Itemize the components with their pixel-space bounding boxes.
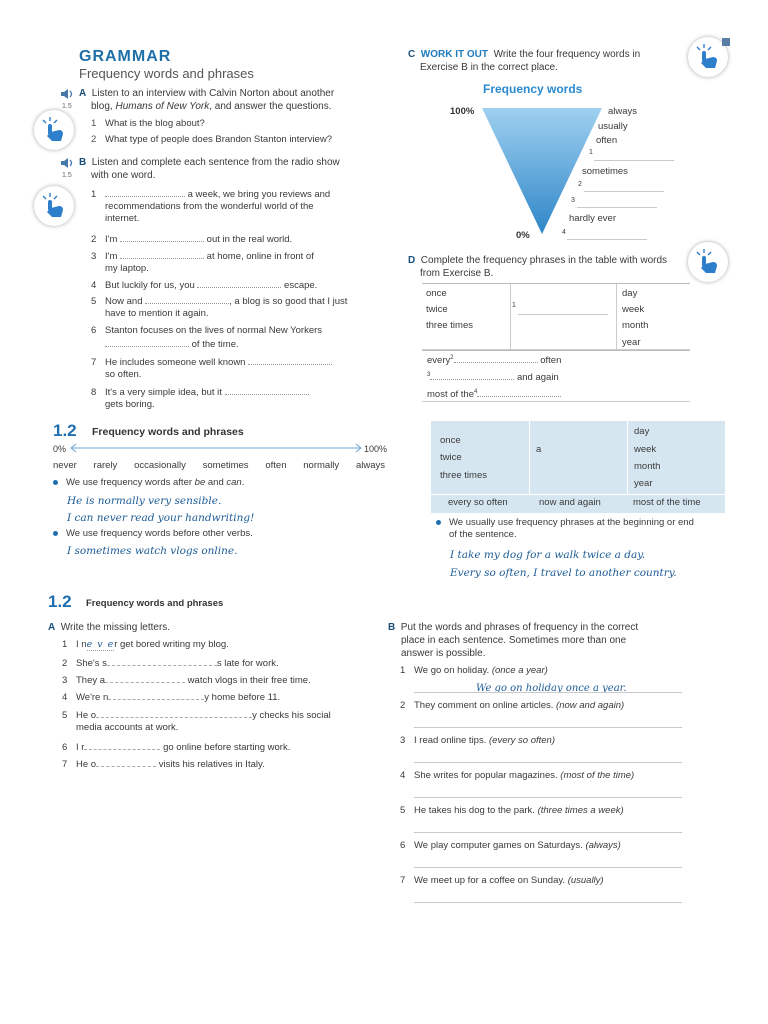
item-hint: (every so often): [489, 735, 555, 746]
scale-word: sometimes: [202, 460, 249, 471]
answer-line[interactable]: [567, 239, 647, 240]
item-hint: (now and again): [556, 700, 625, 711]
list-item: 5 Now and , a blog is so good that I just have to mention it again.: [91, 296, 348, 319]
answer-blank[interactable]: [107, 656, 217, 666]
pct-top-label: 100%: [450, 106, 475, 117]
rule-text: of the sentence.: [449, 529, 517, 540]
divider: [422, 401, 690, 402]
answer-line[interactable]: [414, 797, 682, 798]
slot-number: 4: [562, 229, 566, 236]
table-cell: once: [426, 288, 447, 299]
list-item: 3 I read online tips. (every so often): [400, 735, 555, 746]
section-number: 1.2: [48, 592, 72, 611]
pct-left-label: 0%: [53, 444, 67, 454]
answer-blank[interactable]: [120, 249, 204, 259]
answer-blank[interactable]: [197, 278, 281, 288]
exercise-letter: B: [79, 157, 87, 168]
item-text: He o: [76, 759, 97, 770]
exercise-b-heading: [388, 621, 688, 660]
scale-word: never: [53, 460, 77, 471]
item-text: out in the real world.: [204, 234, 293, 245]
item-text: She writes for popular magazines.: [414, 770, 561, 781]
table-cell: year: [634, 478, 653, 489]
exercise-letter: C: [408, 49, 416, 60]
phrases-table: [431, 421, 725, 513]
question-1: 1 What is the blog about?: [91, 118, 205, 129]
instruction-text: Complete the frequency phrases in the table with words: [420, 255, 668, 266]
rule-bullet: [53, 528, 253, 540]
phrase-row: [427, 352, 561, 367]
table-cell: three times: [426, 320, 473, 331]
item-text: But luckily for us, you: [105, 280, 198, 291]
exercise-a-instructions: [79, 87, 379, 113]
item-text: internet.: [105, 213, 140, 224]
freq-word-often: often: [596, 135, 618, 146]
work-it-out-label: WORK IT OUT: [420, 49, 489, 60]
rule-text: can: [226, 477, 242, 488]
rule-text: and: [205, 477, 227, 488]
phrase-text: most of the: [427, 389, 474, 401]
item-text: They comment on online articles.: [414, 700, 557, 711]
answer-blank[interactable]: [108, 690, 204, 700]
table-cell: month: [634, 461, 661, 472]
freq-word-always: always: [608, 106, 638, 117]
list-item: 1 I ne v er get bored writing my blog.: [62, 639, 229, 650]
list-item: 6 I r go online before starting work.: [62, 742, 291, 753]
list-item: 5 He o y checks his social media accounts at work.: [62, 710, 331, 733]
table-cell: every so often: [448, 497, 508, 508]
answer-line[interactable]: [414, 867, 682, 868]
instruction-text: from Exercise B.: [420, 268, 494, 279]
answer-line[interactable]: [594, 160, 674, 161]
item-hint: (once a year): [491, 665, 548, 676]
instruction-text: Write the four frequency words in: [493, 49, 641, 60]
exercise-a-heading: [48, 621, 170, 634]
answer-blank[interactable]: [105, 187, 185, 197]
section-title: Frequency words and phrases: [92, 426, 244, 438]
instruction-text: Put the words and phrases of frequency in the correct: [400, 622, 639, 633]
scale-word: always: [355, 460, 385, 471]
list-item: 7 He includes someone well known so often.: [91, 355, 332, 381]
list-item: 6 We play computer games on Saturdays. (always): [400, 840, 621, 851]
instruction-text: Listen and complete each sentence from the radio show: [91, 157, 340, 168]
grammar-heading: GRAMMAR: [79, 48, 172, 65]
item-hint: (most of the time): [560, 770, 635, 781]
touch-icon[interactable]: [34, 110, 74, 150]
question-text: What is the blog about?: [105, 118, 205, 129]
table-cell: twice: [440, 452, 462, 463]
instruction-text: Exercise B in the correct place.: [420, 62, 558, 73]
table-cell: three times: [440, 470, 487, 481]
answer-blank[interactable]: [120, 232, 204, 242]
item-text: visits his relatives in Italy.: [156, 759, 265, 770]
item-hint: (three times a week): [537, 805, 624, 816]
list-item: 7 We meet up for a coffee on Sunday. (usually): [400, 875, 604, 886]
table-cell: week: [634, 444, 657, 455]
list-item: 2 She's s s late for work.: [62, 658, 279, 669]
slot-number: 1: [512, 302, 516, 309]
exercise-letter: A: [48, 622, 56, 633]
item-text: , a blog is so good that I just: [229, 296, 348, 307]
list-item: 4 But luckily for us, you escape.: [91, 280, 318, 291]
exercise-letter: A: [79, 88, 87, 99]
exercise-letter: D: [408, 255, 416, 266]
slot-number: 2: [578, 181, 582, 188]
item-text: He includes someone well known: [105, 357, 249, 368]
item-text: watch vlogs in their free time.: [185, 675, 311, 686]
instruction-text: place in each sentence. Sometimes more than one: [401, 635, 627, 646]
exercise-d-instructions: [408, 254, 698, 280]
example-sentence: Every so often, I travel to another country.: [450, 567, 677, 579]
phrase-row: [427, 369, 559, 384]
rule-text: We usually use frequency phrases at the beginning or end: [449, 517, 694, 528]
freq-word-hardly-ever: hardly ever: [569, 213, 616, 224]
freq-word-usually: usually: [598, 121, 628, 132]
list-item: 2 They comment on online articles. (now and again): [400, 700, 625, 711]
answer-line[interactable]: [518, 314, 608, 315]
item-text: He o: [76, 710, 97, 721]
answer-blank[interactable]: [248, 355, 332, 365]
grammar-subheading: Frequency words and phrases: [79, 66, 254, 81]
answer-blank[interactable]: [84, 740, 160, 750]
phrase-row: [427, 386, 561, 401]
frequency-scale: [53, 460, 385, 472]
list-item: 3 I'm at home, online in front of my laptop.: [91, 251, 314, 274]
track-number: 1.5: [62, 103, 72, 110]
slot-number: 3: [571, 197, 575, 204]
slot-number: 4: [474, 389, 478, 395]
instruction-text: , and answer the questions.: [209, 101, 332, 112]
question-text: What type of people does Brandon Stanton interview?: [105, 134, 333, 145]
item-text: a week, we bring you reviews and: [185, 189, 331, 200]
answer-line[interactable]: [584, 191, 664, 192]
rule-bullet: [53, 477, 244, 489]
item-text: s late for work.: [216, 658, 279, 669]
table-cell: week: [622, 304, 645, 315]
answer-blank[interactable]: [96, 708, 252, 718]
example-sentence: I can never read your handwriting!: [67, 512, 255, 524]
item-text: media accounts at work.: [76, 722, 179, 733]
pct-right-label: 100%: [364, 444, 388, 454]
table-cell: twice: [426, 304, 448, 315]
list-item: 5 He takes his dog to the park. (three times a week): [400, 805, 624, 816]
exercise-b-instructions: [79, 156, 379, 182]
item-text: We play computer games on Saturdays.: [414, 840, 586, 851]
question-2: 2 What type of people does Brandon Stanton interview?: [91, 134, 333, 145]
scale-word: normally: [303, 460, 340, 471]
item-text: I n: [76, 639, 87, 650]
example-sentence: He is normally very sensible.: [67, 495, 222, 507]
track-number: 1.5: [62, 172, 72, 179]
table-cell: a: [536, 444, 542, 455]
example-sentence: I sometimes watch vlogs online.: [67, 545, 238, 557]
table-cell: now and again: [539, 497, 601, 508]
phrase-text: and again: [516, 372, 559, 384]
scale-word: occasionally: [134, 460, 186, 471]
answer-line[interactable]: [414, 762, 682, 763]
section-number: 1.2: [53, 421, 77, 440]
answer-blank[interactable]: [96, 757, 156, 767]
item-text: I read online tips.: [414, 735, 489, 746]
slot-number: 3: [427, 372, 431, 378]
filled-answer[interactable]: e v e: [86, 639, 115, 650]
rule-text: We use frequency words after: [66, 477, 195, 488]
item-text: at home, online in front of: [204, 251, 314, 262]
table-cell: year: [622, 337, 641, 348]
item-text: escape.: [281, 280, 318, 291]
answer-blank[interactable]: [477, 387, 561, 397]
item-text: of the time.: [189, 339, 239, 350]
item-text: Stanton focuses on the lives of normal New Yorkers: [105, 325, 323, 336]
rule-text: be: [194, 477, 206, 488]
divider: [422, 349, 690, 350]
item-hint: (always): [585, 840, 621, 851]
item-text: I'm: [105, 234, 121, 245]
freq-word-sometimes: sometimes: [582, 166, 628, 177]
item-text: have to mention it again.: [105, 308, 209, 319]
list-item: 1 a week, we bring you reviews and recommendations from the wonderful world of the internet.: [91, 189, 331, 224]
slot-number: 1: [589, 149, 593, 156]
item-text: They a: [76, 675, 106, 686]
item-hint: (usually): [567, 875, 604, 886]
item-text: She's s: [76, 658, 107, 669]
table-cell: once: [440, 435, 461, 446]
item-text: I'm: [105, 251, 121, 262]
scale-word: rarely: [93, 460, 118, 471]
phrase-text: every: [427, 355, 451, 367]
scale-word: often: [265, 460, 287, 471]
item-text: We're n: [76, 692, 109, 703]
instruction-text: blog,: [91, 101, 116, 112]
item-text: gets boring.: [105, 399, 155, 410]
item-text: go online before starting work.: [160, 742, 291, 753]
slot-number: 2: [450, 355, 454, 361]
item-text: r get bored writing my blog.: [114, 639, 229, 650]
table-cell: day: [634, 426, 650, 437]
instruction-text: answer is possible.: [401, 648, 486, 659]
instruction-text: Listen to an interview with Calvin Norton about another: [91, 88, 335, 99]
answer-blank[interactable]: [105, 673, 185, 683]
instruction-text: with one word.: [91, 170, 156, 181]
item-text: recommendations from the wonderful world of the: [105, 201, 314, 212]
touch-icon[interactable]: [34, 186, 74, 226]
table-cell: day: [622, 288, 638, 299]
item-text: y home before 11.: [204, 692, 281, 703]
list-item: 7 He o visits his relatives in Italy.: [62, 759, 265, 770]
item-text: so often.: [105, 369, 142, 380]
instruction-text: Write the missing letters.: [60, 622, 171, 633]
list-item: 1 We go on holiday. (once a year): [400, 665, 548, 676]
exercise-d-table: [422, 283, 690, 351]
answer-line[interactable]: [414, 832, 682, 833]
list-item: 2 I'm out in the real world.: [91, 234, 293, 245]
answer-blank[interactable]: [105, 337, 189, 347]
item-text: I r: [76, 742, 85, 753]
section-title: Frequency words and phrases: [86, 598, 224, 609]
table-cell: month: [622, 320, 649, 331]
list-item: 6 Stanton focuses on the lives of normal New Yorkers of the time.: [91, 325, 323, 350]
answer-blank[interactable]: [430, 370, 514, 380]
item-text: y checks his social: [252, 710, 331, 721]
diagram-title: Frequency words: [483, 82, 583, 96]
list-item: 4 She writes for popular magazines. (most of the time): [400, 770, 635, 781]
exercise-c-instructions: [408, 48, 678, 74]
item-text: We go on holiday.: [414, 665, 492, 676]
list-item: 3 They a watch vlogs in their free time.: [62, 675, 311, 686]
exercise-letter: B: [388, 622, 396, 633]
answer-line[interactable]: [577, 207, 657, 208]
touch-icon[interactable]: [688, 242, 728, 282]
list-item: 8 It's a very simple idea, but it gets boring.: [91, 385, 309, 411]
page-corner-mark: [722, 38, 730, 46]
rule-text: .: [241, 477, 245, 488]
answer-line[interactable]: [414, 902, 682, 903]
pct-bottom-label: 0%: [516, 230, 530, 241]
example-sentence: I take my dog for a walk twice a day.: [450, 549, 646, 561]
item-text: It's a very simple idea, but it: [105, 387, 225, 398]
frequency-scale-arrow: [68, 442, 364, 454]
filled-answer[interactable]: We go on holiday once a year.: [476, 683, 627, 694]
rule-bullet: [436, 517, 736, 541]
answer-line[interactable]: [414, 692, 682, 693]
instruction-italic: Humans of New York: [115, 101, 210, 112]
item-text: We meet up for a coffee on Sunday.: [414, 875, 568, 886]
answer-blank[interactable]: [145, 294, 229, 304]
answer-blank[interactable]: [454, 353, 538, 363]
phrase-text: often: [540, 355, 562, 367]
list-item: 4 We're n y home before 11.: [62, 692, 281, 703]
item-text: my laptop.: [105, 263, 149, 274]
rule-text: We use frequency words before other verbs.: [66, 528, 253, 539]
answer-blank[interactable]: [225, 385, 309, 395]
item-text: He takes his dog to the park.: [414, 805, 538, 816]
table-cell: most of the time: [633, 497, 701, 508]
answer-line[interactable]: [414, 727, 682, 728]
item-text: Now and: [105, 296, 146, 307]
